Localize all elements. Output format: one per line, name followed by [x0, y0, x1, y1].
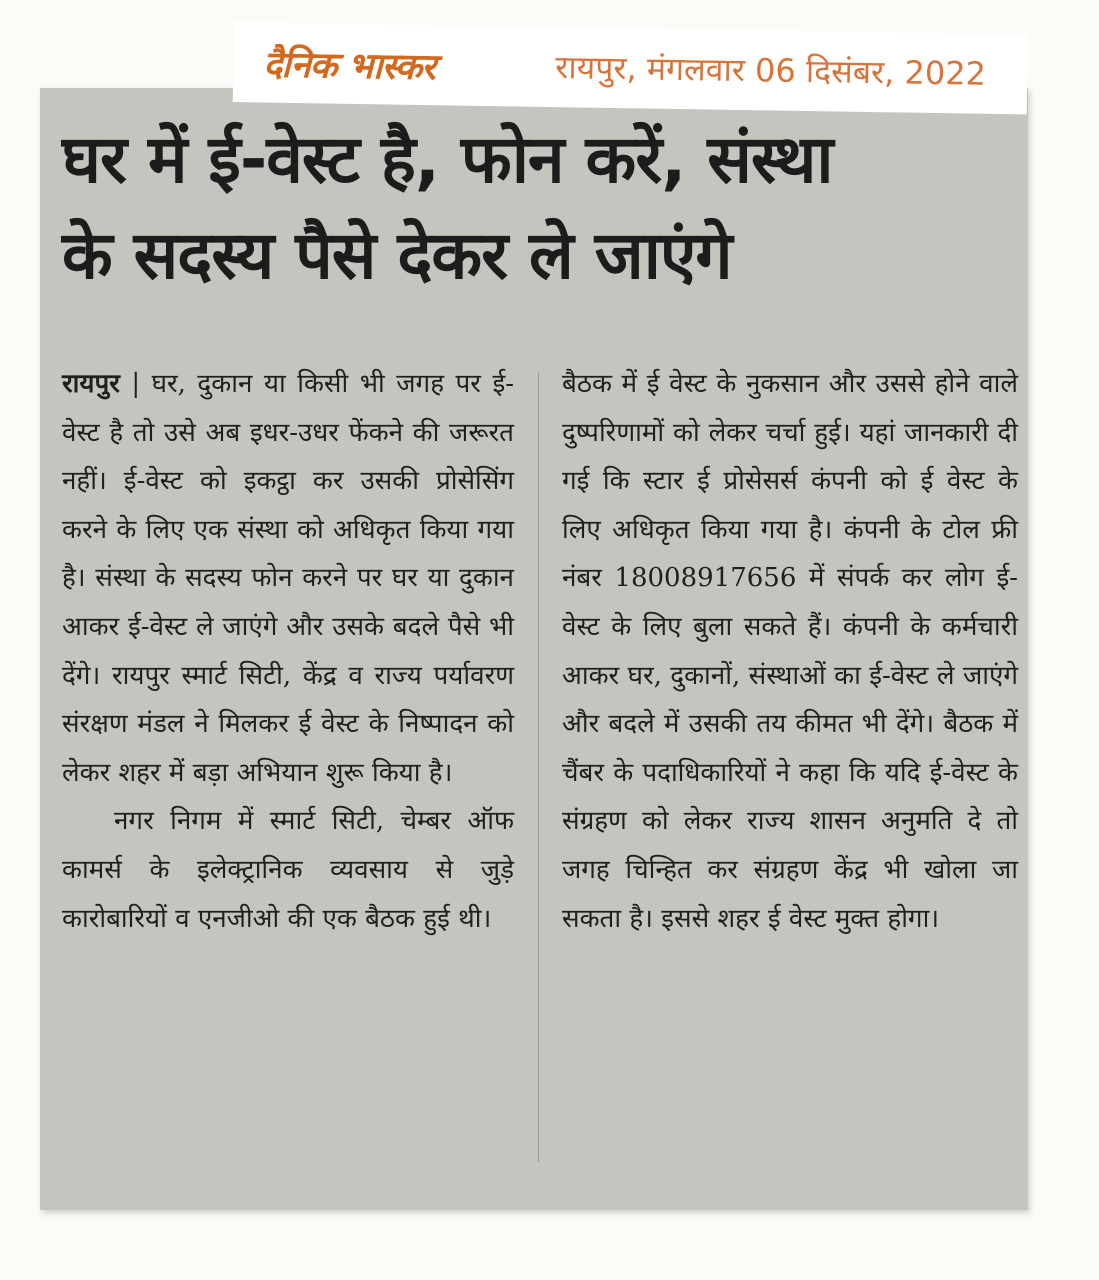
masthead-strip: [233, 22, 1028, 114]
article-column-right: [562, 360, 1018, 943]
article-body: [62, 360, 1022, 1190]
article-headline: [62, 112, 1022, 304]
article-paragraph-1: [62, 360, 514, 797]
article-city: रायपुर: [62, 369, 120, 399]
publication-logo: दैनिक भास्कर: [263, 44, 436, 89]
column-divider: [538, 372, 539, 1162]
article-paragraph-3: बैठक में ई वेस्ट के नुकसान और उससे होने वाले दुष्परिणामों को लेकर चर्चा हुई। यहां जानकारी दी गई कि स्टार ई प्रोसेसर्स कंपनी को ई वेस्ट के लिए अधिकृत किया गया है। कंपनी के टोल फ्री नंबर 18008917656 में संपर्क कर लोग ई-वेस्ट के लिए बुला सकते हैं। कंपनी के कर्मचारी आकर घर, दुकानों, संस्थाओं का ई-वेस्ट ले जाएंगे और बदले में उसकी तय कीमत भी देंगे। बैठक में चैंबर के पदाधिकारियों ने कहा कि यदि ई-वेस्ट के संग्रहण को लेकर राज्य शासन अनुमति दे तो जगह चिन्हित कर संग्रहण केंद्र भी खोला जा सकता है। इससे शहर ई वेस्ट मुक्त होगा।: [562, 369, 1018, 934]
article-column-left: [62, 360, 514, 943]
headline-line-1: घर में ई-वेस्ट है, फोन करें, संस्था: [62, 121, 833, 198]
paragraph-1-text: घर, दुकान या किसी भी जगह पर ई-वेस्ट है तो उसे अब इधर-उधर फेंकने की जरूरत नहीं। ई-वेस्ट को इकट्ठा कर उसकी प्रोसेसिंग करने के लिए एक संस्था को अधिकृत किया गया है। संस्था के सदस्य फोन करने पर घर या दुकान आकर ई-वेस्ट ले जाएंगे और उसके बदले पैसे भी देंगे। रायपुर स्मार्ट सिटी, केंद्र व राज्य पर्यावरण संरक्षण मंडल ने मिलकर ई वेस्ट के निष्पादन को लेकर शहर में बड़ा अभियान शुरू किया है।: [62, 369, 514, 788]
dateline-separator: |: [131, 369, 141, 399]
headline-line-2: के सदस्य पैसे देकर ले जाएंगे: [62, 217, 732, 294]
publication-dateline: रायपुर, मंगलवार 06 दिसंबर, 2022: [555, 48, 987, 93]
article-paragraph-2: नगर निगम में स्मार्ट सिटी, चेम्बर ऑफ कामर्स के इलेक्ट्रानिक व्यवसाय से जुड़े कारोबारियों व एनजीओ की एक बैठक हुई थी।: [62, 806, 514, 934]
